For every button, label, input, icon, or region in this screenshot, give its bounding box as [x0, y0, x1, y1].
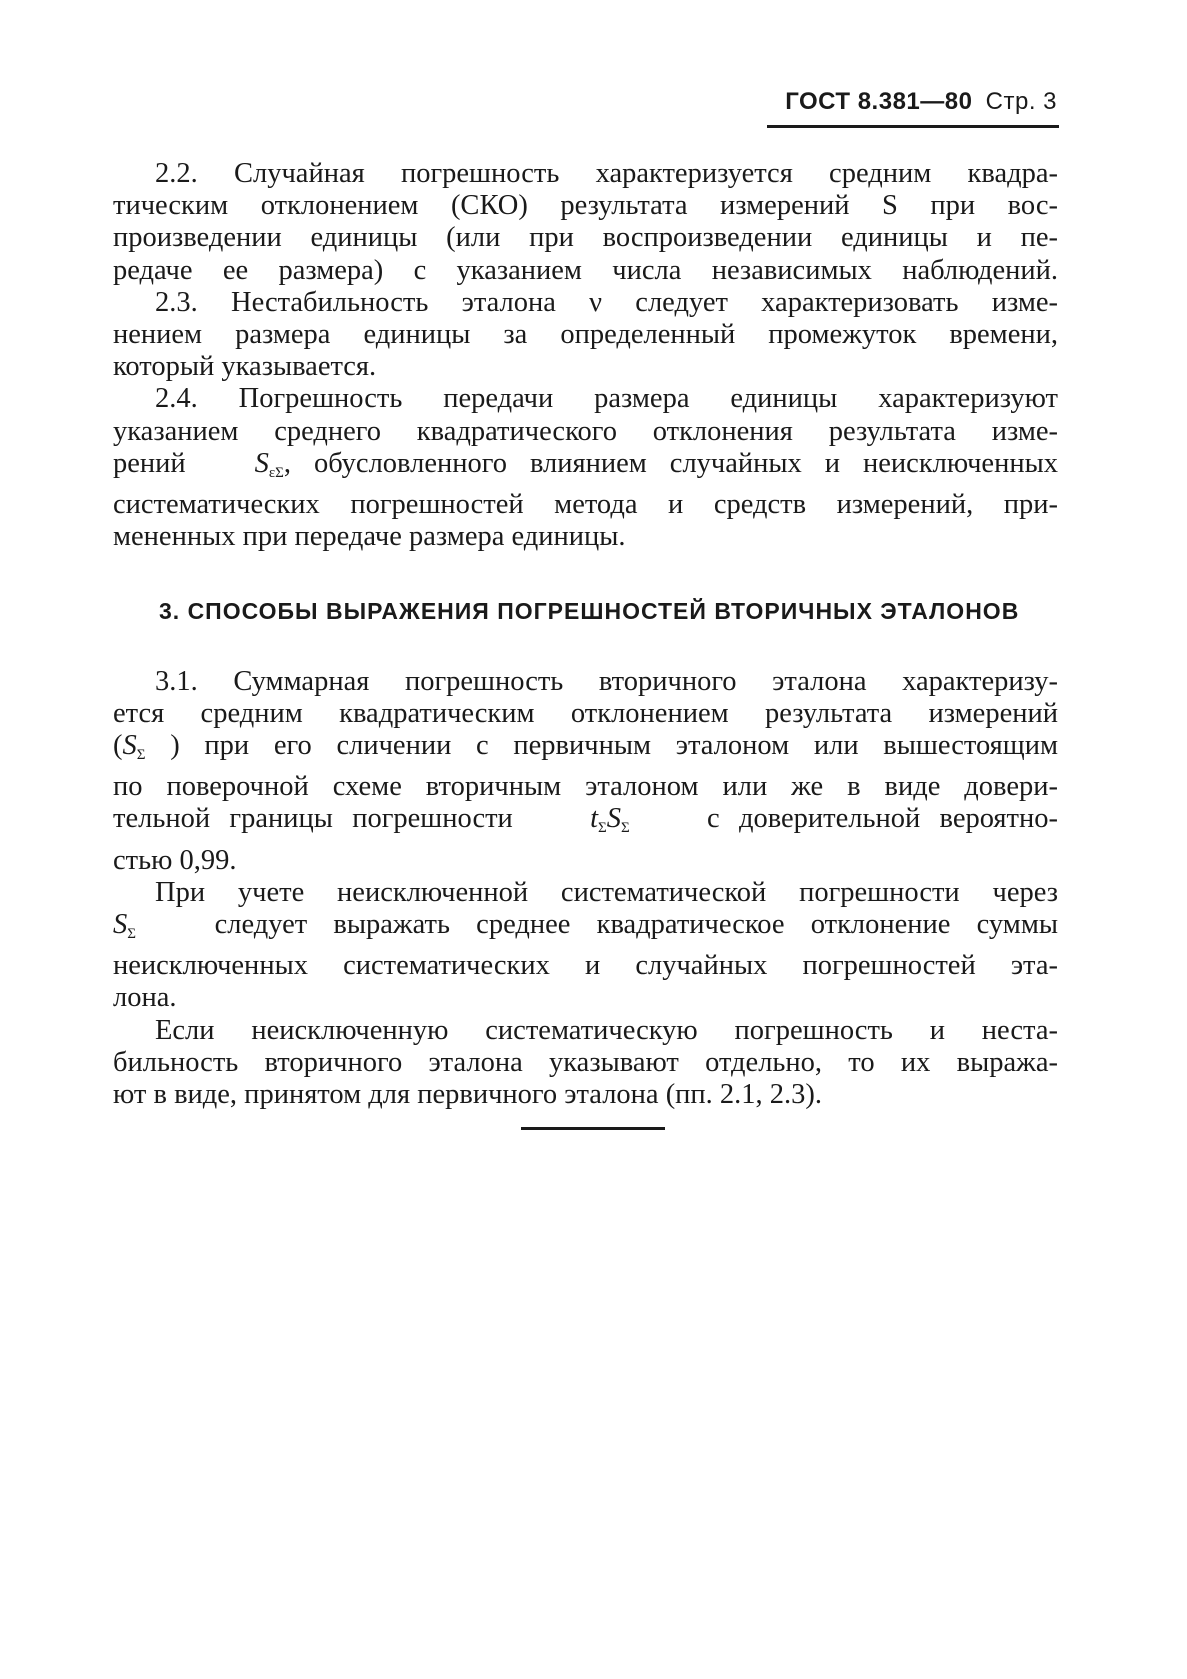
symbol-subscript: Σ — [127, 926, 136, 943]
text-line: 2.4. Погрешность передачи размера единицы характеризуют — [155, 383, 1058, 415]
text-line: неисключенных систематических и случайных погрешностей эта- — [113, 950, 1058, 982]
paragraph-3-1 — [113, 666, 1058, 877]
symbol-subscript: εΣ — [268, 464, 284, 481]
text-line-with-formula — [113, 909, 1058, 950]
paragraph-3-1-c — [113, 1015, 1058, 1112]
text-line: При учете неисключенной систематической погрешности через — [155, 876, 1058, 908]
text-fragment: следует выражать среднее квадратическое отклонение суммы — [214, 909, 1059, 941]
text-line: тическим отклонением (СКО) результата измерений S при вос- — [113, 190, 1058, 222]
text-line: ют в виде, принятом для первичного эталона (пп. 2.1, 2.3). — [113, 1079, 823, 1111]
paragraph-2-3 — [113, 287, 1058, 384]
text-line: ется средним квадратическим отклонением результата измерений — [113, 697, 1058, 729]
page-number: Стр. 3 — [985, 88, 1057, 115]
symbol-s: S — [254, 447, 269, 479]
symbol-subscript: Σ — [598, 820, 607, 837]
text-line-with-formula — [113, 803, 1058, 844]
symbol-subscript: Σ — [620, 820, 630, 837]
text-fragment: с доверительной вероятно- — [706, 803, 1058, 835]
symbol-s: S — [113, 909, 128, 941]
text-fragment: тельной границы погрешности — [113, 803, 513, 835]
text-line: лона. — [113, 982, 177, 1014]
symbol-t: t — [590, 803, 598, 835]
text-fragment: ) при его сличении с первичным эталоном или вышестоящим — [145, 730, 1058, 762]
text-line: 2.3. Нестабильность эталона ν следует характеризовать изме- — [155, 286, 1058, 318]
text-fragment: , обусловленного влиянием случайных и неисключенных — [283, 447, 1058, 479]
text-line: который указывается. — [113, 351, 377, 383]
paragraph-2-2 — [113, 158, 1058, 287]
text-line: произведении единицы (или при воспроизведении единицы и пе- — [113, 222, 1058, 254]
text-line: нением размера единицы за определенный промежуток времени, — [113, 319, 1058, 351]
text-line: редаче ее размера) с указанием числа независимых наблюдений. — [113, 254, 1058, 286]
paragraph-2-4 — [113, 383, 1058, 553]
text-line: систематических погрешностей метода и средств измерений, при- — [113, 489, 1058, 521]
text-line: 3.1. Суммарная погрешность вторичного эталона характеризу- — [155, 665, 1058, 697]
symbol-s: S — [606, 803, 621, 835]
text-line: указанием среднего квадратического отклонения результата изме- — [113, 415, 1058, 447]
text-line-with-formula — [113, 730, 1058, 771]
text-line: стью 0,99. — [113, 844, 237, 876]
document-body — [113, 158, 1058, 1111]
end-of-text-rule — [521, 1127, 665, 1130]
header-rule — [767, 125, 1059, 128]
text-fragment: ( — [113, 730, 123, 762]
text-line-with-formula — [113, 448, 1058, 489]
paragraph-3-1-b — [113, 877, 1058, 1015]
standard-number: ГОСТ 8.381—80 — [785, 88, 973, 115]
text-line: 2.2. Случайная погрешность характеризуется средним квадра- — [155, 158, 1058, 189]
text-line: Если неисключенную систематическую погрешность и неста- — [155, 1014, 1058, 1046]
text-line: бильность вторичного эталона указывают отдельно, то их выража- — [113, 1046, 1058, 1078]
section-heading: 3. СПОСОБЫ ВЫРАЖЕНИЯ ПОГРЕШНОСТЕЙ ВТОРИЧНЫХ ЭТАЛОНОВ — [159, 598, 1020, 625]
page-header — [785, 88, 1057, 116]
symbol-subscript: Σ — [136, 747, 146, 764]
text-fragment: рений — [113, 447, 186, 479]
text-line: мененных при передаче размера единицы. — [113, 521, 626, 553]
text-line: по поверочной схеме вторичным эталоном или же в виде довери- — [113, 771, 1058, 803]
symbol-s: S — [122, 730, 137, 762]
